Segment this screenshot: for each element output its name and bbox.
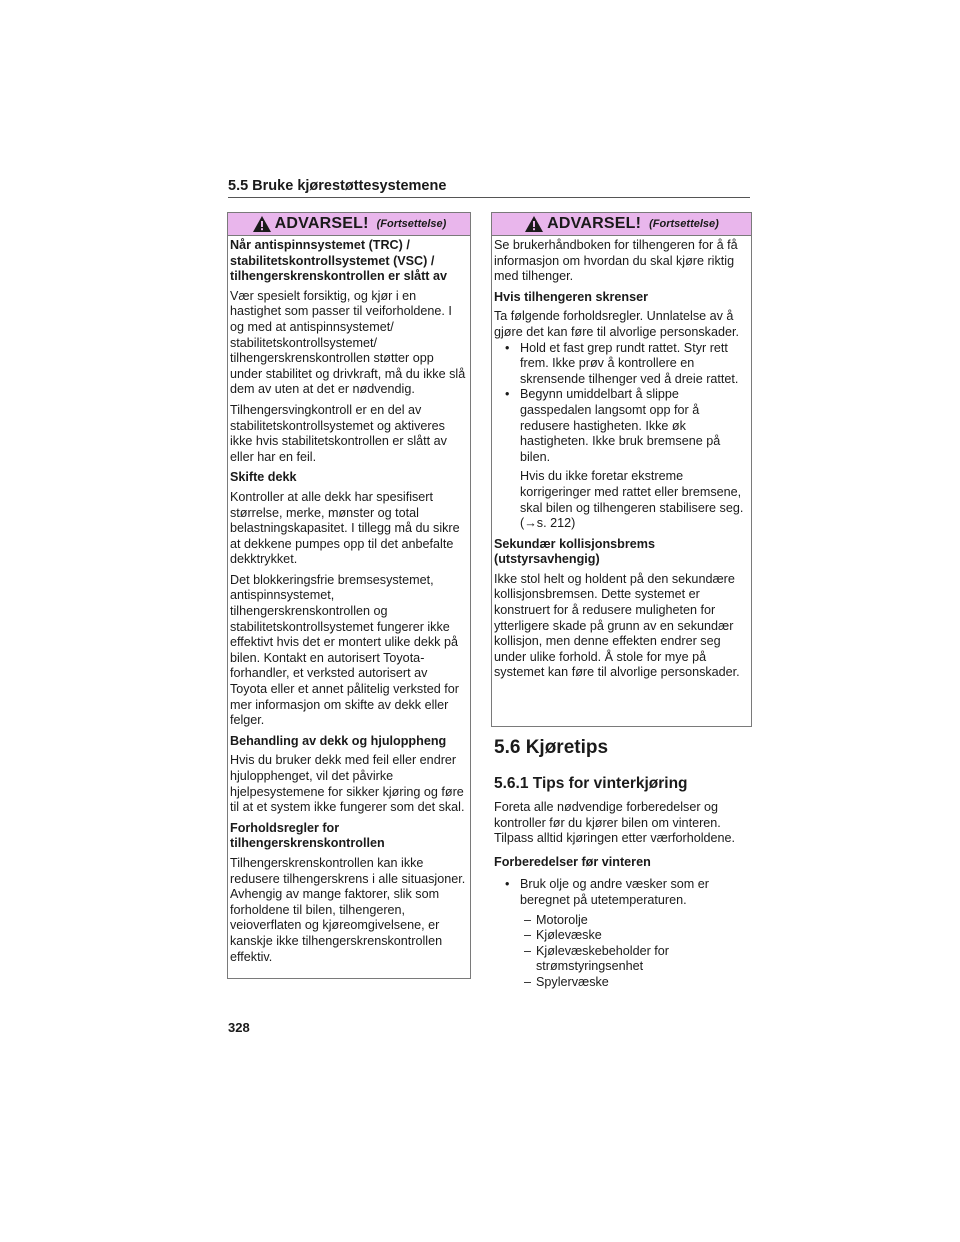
paragraph-heading: Hvis tilhengeren skrenser: [494, 289, 648, 304]
list-item: – Motorolje: [494, 913, 752, 929]
section-heading: 5.6.1 Tips for vinterkjøring: [494, 775, 688, 792]
list-item: – Kjølevæskebeholder for strømstyringsenhet: [494, 944, 752, 975]
warning-title: ADVARSEL!: [547, 215, 642, 232]
paragraph: Se brukerhåndboken for tilhengeren for å få informasjon om hvordan du skal kjøre riktig med tilhenger.: [494, 238, 738, 284]
warning-icon: [252, 215, 272, 233]
bullet-list: [494, 877, 752, 908]
warning-icon: [524, 215, 544, 233]
dash-list: [494, 913, 752, 991]
list-item: • Hold et fast grep rundt rattet. Styr rett frem. Ikke prøv å kontrollere en skrensende tilhenger ved å dreie rattet.: [494, 341, 747, 388]
list-item: • Bruk olje og andre væsker som er beregnet på utetemperaturen.: [494, 877, 752, 908]
paragraph-heading: Skifte dekk: [230, 470, 297, 485]
paragraph: Ikke stol helt og holdent på den sekundære kollisjonsbremsen. Dette systemet er konstruert for å redusere muligheten for ytterligere skade på grunn av en sekundær kollisjon, men denne effekten endrer seg under ulike forhold. Å stole for mye på systemet kan føre til alvorlige personskader.: [494, 571, 740, 680]
list-item: • Begynn umiddelbart å slippe gasspedalen langsomt opp for å redusere hastigheten. Ikke øk hastigheten. Ikke bruk bremsene på bilen.: [494, 387, 747, 465]
section-header: 5.5 Bruke kjørestøttesystemene: [228, 178, 750, 198]
warning-continued: (Fortsettelse): [376, 218, 447, 230]
warning-box-right: [491, 212, 752, 727]
paragraph-heading: Behandling av dekk og hjuloppheng: [230, 733, 447, 748]
paragraph: Foreta alle nødvendige forberedelser og kontroller før du kjører bilen om vinteren. Tilpass alltid kjøringen etter værforholdene.: [494, 800, 736, 846]
warning-body: [228, 236, 470, 965]
main-content: [494, 736, 752, 991]
paragraph: Tilhengersvingkontroll er en del av stabilitetskontrollsystemet og aktiveres ikke hvis stabilitetskontrollen er slått av eller har en feil.: [230, 402, 447, 464]
paragraph: Kontroller at alle dekk har spesifisert størrelse, merke, mønster og total belastningskapasitet. I tillegg må du sikre at dekkene pumpes opp til det anbefalte dekktrykket.: [230, 489, 460, 567]
paragraph-heading: Forholdsregler for tilhengerskrenskontrollen: [230, 820, 385, 851]
paragraph: Tilhengerskrenskontrollen kan ikke redusere tilhengerskrens i alle situasjoner. Avhengig av mange faktorer, slik som forholdene til bilen, tilhengeren, veioverflaten og kjøreomgivelsene, er kanskje ikke tilhengerskrenskontrollen effektiv.: [230, 855, 466, 964]
paragraph: Ta følgende forholdsregler. Unnlatelse av å gjøre det kan føre til alvorlige personskader.: [494, 309, 739, 339]
paragraph: Hvis du ikke foretar ekstreme korrigeringer med rattet eller bremsene, skal bilen og tilhengeren stabilisere seg. (→s. 212): [520, 469, 744, 531]
list-item: – Spylervæske: [494, 975, 752, 991]
page-number: 328: [228, 1020, 250, 1035]
warning-title: ADVARSEL!: [274, 215, 369, 232]
paragraph-heading: Forberedelser før vinteren: [494, 854, 651, 869]
warning-header: [492, 213, 751, 236]
paragraph-heading: Når antispinnsystemet (TRC) / stabilitetskontrollsystemet (VSC) / tilhengerskrenskontrollen er slått av: [230, 238, 447, 284]
paragraph-heading: Sekundær kollisjonsbrems (utstyrsavhengig): [494, 536, 655, 567]
warning-body: [492, 236, 751, 681]
warning-continued: (Fortsettelse): [649, 218, 719, 230]
bullet-list: [494, 341, 747, 466]
warning-box-left: [227, 212, 471, 979]
chapter-heading: 5.6 Kjøretips: [494, 737, 609, 758]
list-item: – Kjølevæske: [494, 928, 752, 944]
paragraph: Hvis du bruker dekk med feil eller endrer hjulopphenget, vil det påvirke hjelpesystemene for sikker kjøring og føre til at et system ikke fungerer som det skal.: [230, 753, 465, 815]
paragraph: Det blokkeringsfrie bremsesystemet, antispinnsystemet, tilhengerskrenskontrollen og stabilitetskontrollsystemet fungerer ikke effektivt hvis det er montert ulike dekk på bilen. Kontakt en autorisert Toyota-forhandler, et verksted autorisert av Toyota eller et annet pålitelig verksted for mer informasjon om skifte av dekk eller felger.: [230, 572, 459, 728]
warning-header: [228, 213, 470, 236]
paragraph: Vær spesielt forsiktig, og kjør i en hastighet som passer til veiforholdene. I og med at antispinnsystemet/ stabilitetskontrollsystemet/ tilhengerskrenskontrollen støtter opp under stabilitet og drivkraft, må du ikke slå dem av uten at det er nødvendig.: [230, 288, 466, 397]
